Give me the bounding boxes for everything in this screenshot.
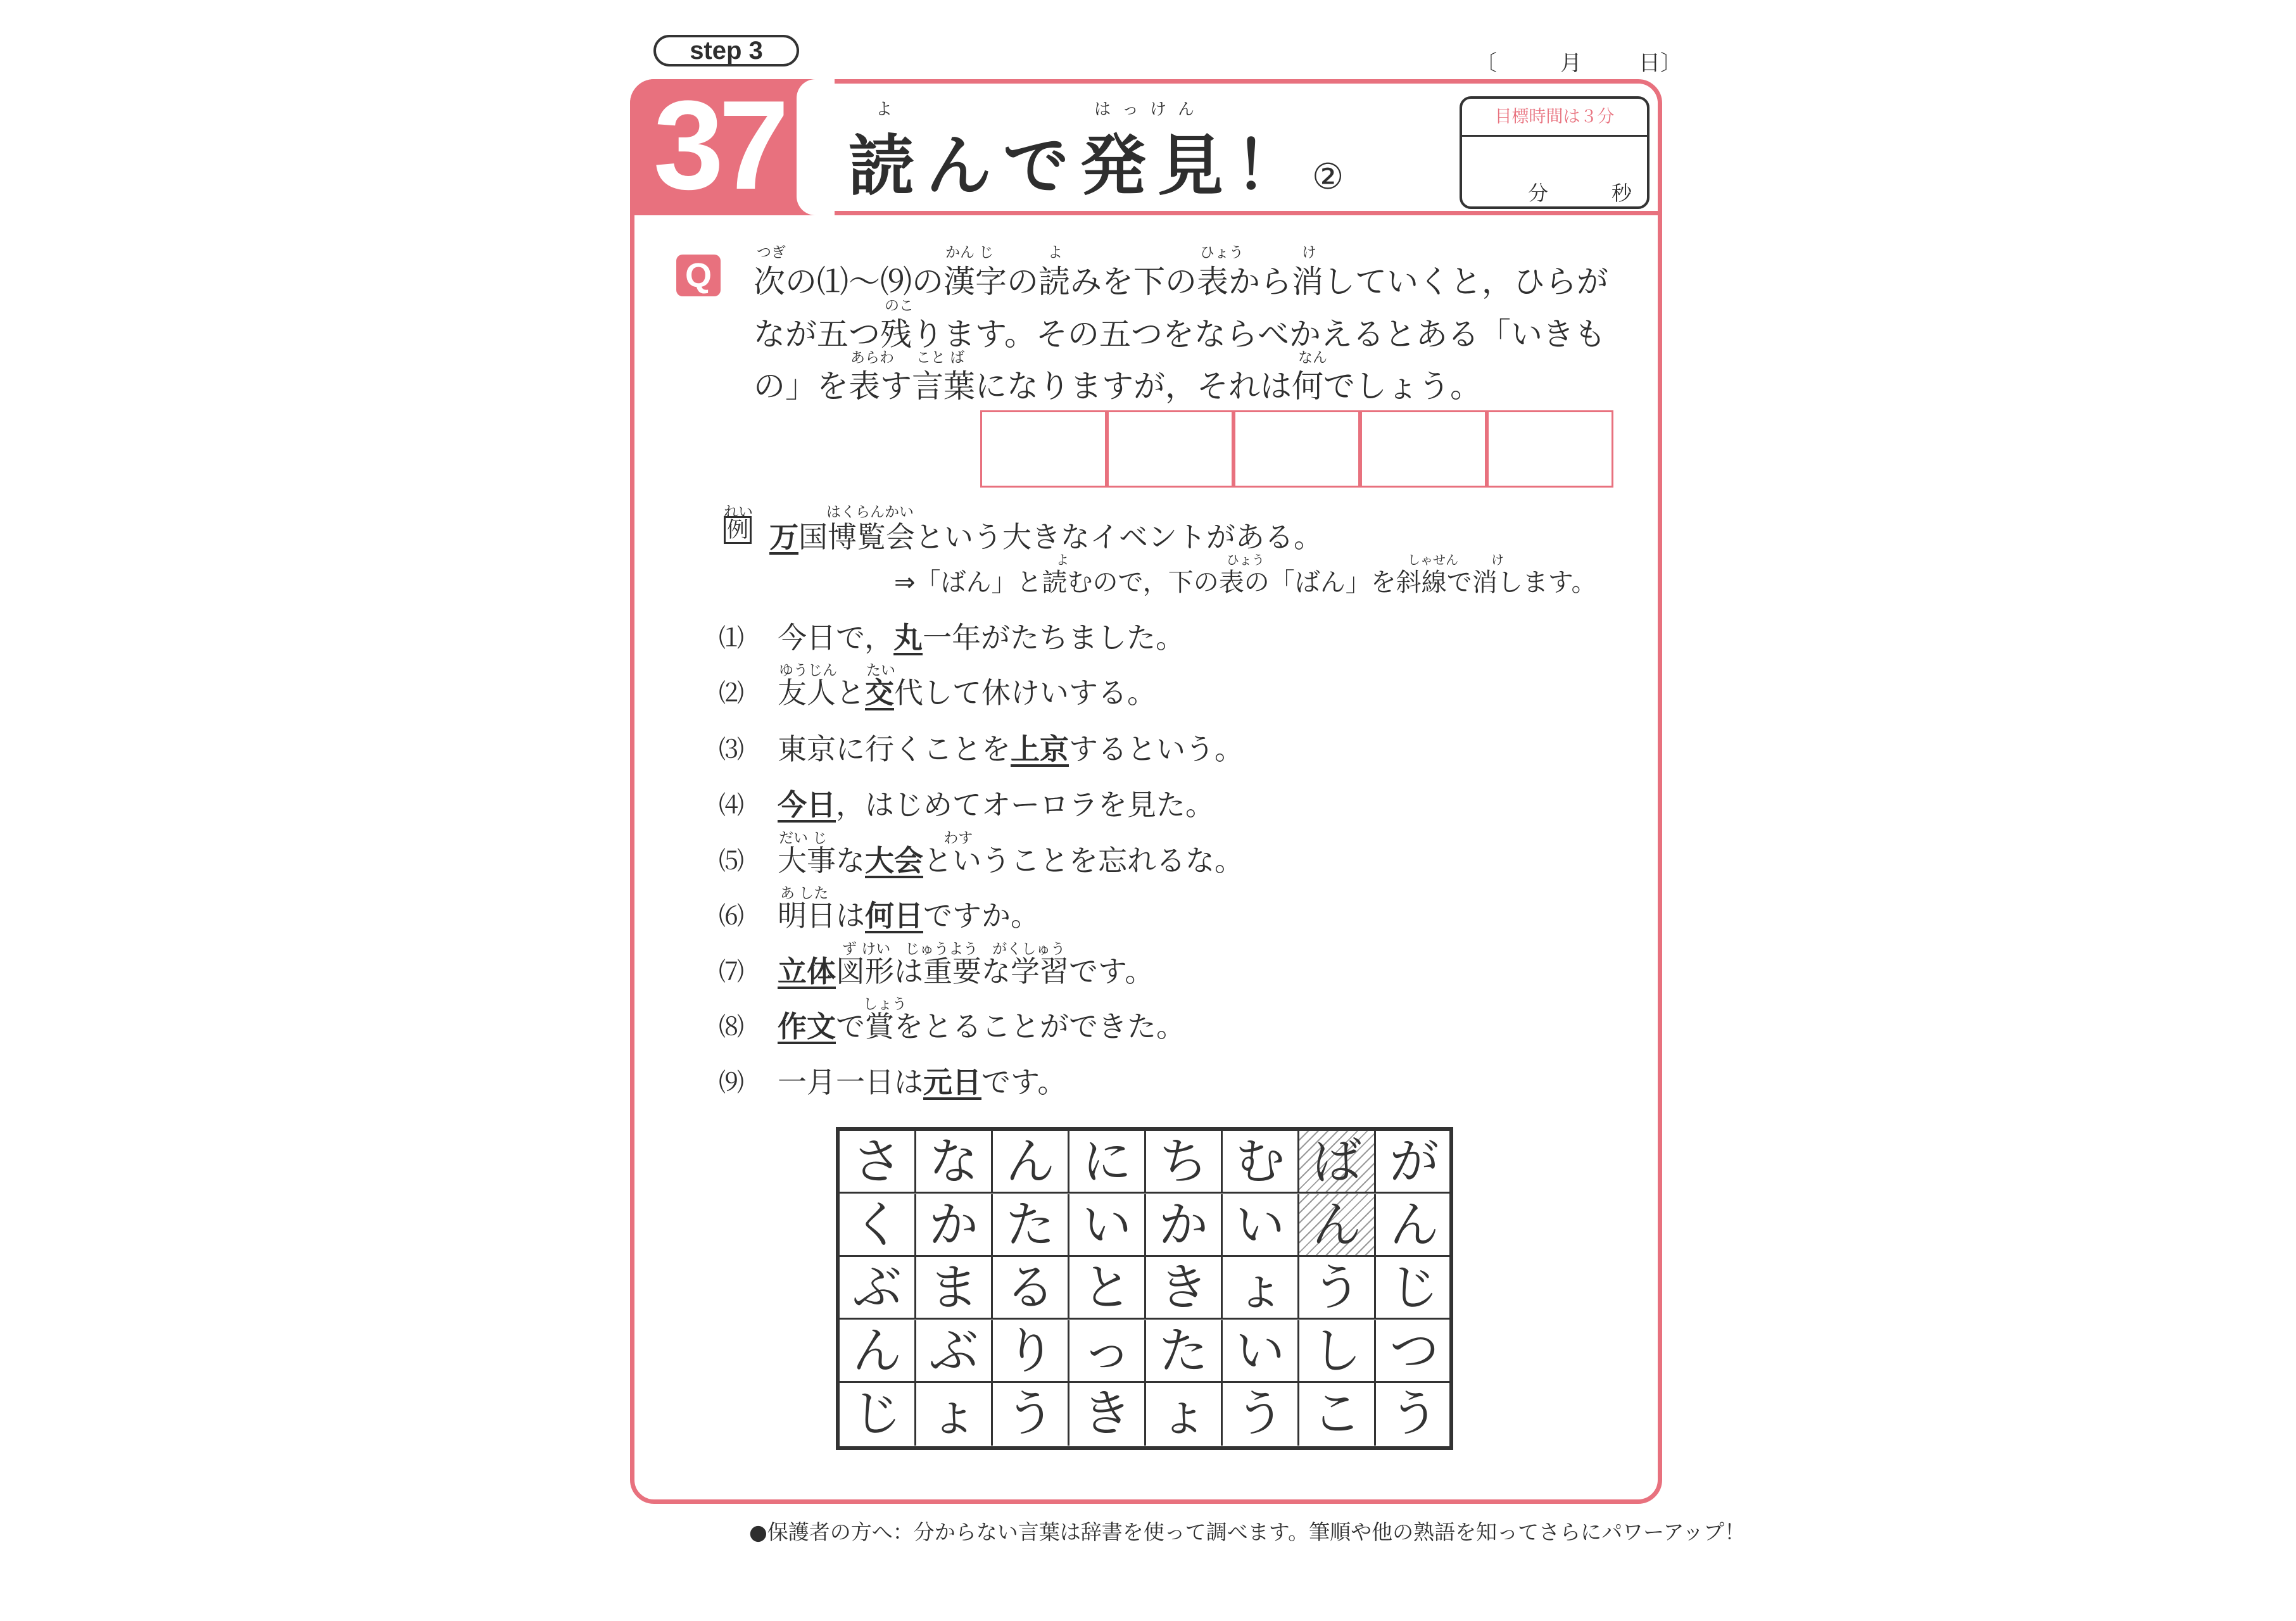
grid-cell[interactable]: ょ <box>1146 1383 1223 1446</box>
item-number-9: ⑼ <box>719 1068 744 1097</box>
item-post: です。 <box>981 1065 1067 1099</box>
item-post: 代して休けいする。 <box>894 676 1156 710</box>
ruby-kotoba: こと ば <box>916 350 965 366</box>
grid-cell[interactable]: な <box>916 1131 993 1194</box>
grid-cell[interactable]: じ <box>1376 1257 1453 1320</box>
date-day-label: 日〕 <box>1639 51 1682 76</box>
grid-cell[interactable]: つ <box>1376 1320 1453 1383</box>
grid-cell[interactable]: う <box>1299 1257 1376 1320</box>
grid-cell[interactable]: ば <box>1299 1131 1376 1194</box>
grid-cell[interactable]: ょ <box>1223 1257 1299 1320</box>
grid-cell[interactable]: い <box>1223 1320 1299 1383</box>
item-pre: 一月一日は <box>778 1065 923 1099</box>
step-badge: step 3 <box>653 35 799 66</box>
item-target-kanji: 元日 <box>923 1065 981 1099</box>
grid-cell[interactable]: か <box>1146 1194 1223 1257</box>
ruby-tsugi: つぎ <box>757 244 786 261</box>
title-panel-notch <box>797 79 835 215</box>
timer-seconds-label: 秒 <box>1612 181 1632 205</box>
grid-cell[interactable]: さ <box>840 1131 916 1194</box>
title-ruby-hakken: はっけん <box>1094 100 1206 119</box>
item-sentence-6 <box>778 893 1040 935</box>
item-ruby-2: ゆうじん たい <box>779 662 895 679</box>
example-sub-ruby-hyou: ひょう <box>1227 552 1265 567</box>
item-post: 一年がたちました。 <box>923 621 1185 655</box>
item-number-2: ⑵ <box>719 679 744 708</box>
answer-box-4[interactable] <box>1360 410 1487 488</box>
item-target-kanji: 作文 <box>778 1009 836 1044</box>
question-line-3: の」を表す言葉になりますが，それは何でしょう。 <box>754 368 1482 405</box>
grid-cell[interactable]: ち <box>1146 1131 1223 1194</box>
ruby-ke: け <box>1302 244 1316 261</box>
item-number-6: ⑹ <box>719 902 744 931</box>
ruby-kanji: かん じ <box>945 244 994 261</box>
grid-cell[interactable]: く <box>840 1194 916 1257</box>
item-ruby-8: しょう <box>863 996 907 1012</box>
item-target-kanji: 大会 <box>865 843 923 878</box>
grid-cell[interactable]: う <box>1389 1385 1439 1443</box>
grid-cell[interactable]: と <box>1069 1257 1146 1320</box>
example-sub-ruby-shasen: しゃせん <box>1408 552 1458 567</box>
item-pre: 友人と <box>778 676 865 710</box>
question-line-1: 次の⑴～⑼の漢字の読みを下の表から消していくと，ひらが <box>754 263 1608 300</box>
grid-cell[interactable]: い <box>1223 1194 1299 1257</box>
item-post: するという。 <box>1069 732 1244 766</box>
item-number-7: ⑺ <box>719 957 744 987</box>
item-sentence-3 <box>778 726 1244 768</box>
grid-cell[interactable]: ま <box>916 1257 993 1320</box>
answer-box-1[interactable] <box>980 410 1107 488</box>
grid-cell[interactable]: に <box>1069 1131 1146 1194</box>
grid-cell[interactable]: か <box>916 1194 993 1257</box>
grid-cell[interactable]: る <box>993 1257 1069 1320</box>
item-pre: 東京に行くことを <box>778 732 1011 766</box>
item-ruby-6: あ した <box>780 885 829 902</box>
grid-cell[interactable]: が <box>1376 1131 1453 1194</box>
ruby-yo: よ <box>1048 244 1063 261</box>
item-pre: 今日で， <box>778 621 894 655</box>
item-sentence-9 <box>778 1059 1066 1101</box>
target-time-label: 目標時間は３分 <box>1460 96 1649 137</box>
answer-box-2[interactable] <box>1107 410 1233 488</box>
grid-cell[interactable]: ょ <box>916 1383 993 1446</box>
example-sub-ruby-yo: よ <box>1056 552 1069 567</box>
grid-cell[interactable]: い <box>1069 1194 1146 1257</box>
ruby-nan: なん <box>1298 350 1327 366</box>
example-rest: 国博覧会という大きなイベントがある。 <box>798 520 1323 554</box>
answer-box-3[interactable] <box>1233 410 1360 488</box>
grid-cell[interactable]: ん <box>993 1131 1069 1194</box>
grid-cell[interactable]: ん <box>1299 1194 1376 1257</box>
page-title <box>848 113 1344 208</box>
item-target-kanji: 立体 <box>778 954 836 988</box>
grid-cell[interactable]: む <box>1223 1131 1299 1194</box>
question-badge: Q <box>676 255 721 296</box>
item-post: ということを忘れるな。 <box>923 843 1244 878</box>
grid-cell[interactable]: ん <box>840 1320 916 1383</box>
ruby-arawa: あらわ <box>850 350 894 366</box>
example-mark: 例 <box>724 516 752 544</box>
item-number-5: ⑸ <box>719 847 744 876</box>
answer-box-5[interactable] <box>1487 410 1613 488</box>
item-number-1: ⑴ <box>719 624 744 653</box>
item-sentence-2 <box>778 670 1156 712</box>
grid-cell[interactable]: ぶ <box>916 1320 993 1383</box>
ruby-hyou: ひょう <box>1200 244 1244 261</box>
date-field <box>1475 46 1682 77</box>
grid-cell[interactable]: ぶ <box>840 1257 916 1320</box>
item-number-8: ⑻ <box>719 1012 744 1042</box>
example-sub-ruby-ke: け <box>1491 552 1504 567</box>
item-post: ，はじめてオーロラを見た。 <box>836 788 1214 822</box>
parent-note: ●保護者の方へ：分からない言葉は辞書を使って調べます。筆順や他の熟語を知ってさらにパワーアップ！ <box>749 1520 1746 1544</box>
item-post: 図形は重要な学習です。 <box>836 954 1154 988</box>
grid-cell[interactable]: う <box>993 1383 1069 1446</box>
title-part-number: ② <box>1312 156 1344 198</box>
grid-cell[interactable]: ん <box>1376 1194 1453 1257</box>
date-open-bracket: 〔 <box>1475 51 1497 76</box>
grid-cell[interactable]: っ <box>1069 1320 1146 1383</box>
item-sentence-4 <box>778 782 1214 824</box>
example-ruby: はくらんかい <box>826 504 914 520</box>
question-line-2: なが五つ残ります。その五つをならべかえるとある「いきも <box>754 316 1606 353</box>
grid-cell[interactable]: た <box>993 1194 1069 1257</box>
date-month-label: 月 <box>1560 51 1582 76</box>
item-ruby-5: だい じ わす <box>779 830 973 847</box>
grid-cell[interactable]: し <box>1299 1320 1376 1383</box>
grid-cell[interactable]: き <box>1069 1383 1146 1446</box>
item-target-kanji: 何日 <box>865 899 923 933</box>
example-mark-ruby: れい <box>724 504 753 520</box>
item-post: で賞をとることができた。 <box>836 1009 1185 1044</box>
grid-cell[interactable]: こ <box>1299 1383 1376 1446</box>
item-target-kanji: 交 <box>865 676 894 710</box>
item-sentence-1 <box>778 615 1185 657</box>
item-sentence-5 <box>778 838 1244 880</box>
item-sentence-7 <box>778 949 1154 990</box>
title-main: 読んで発見！ <box>848 127 1313 205</box>
grid-cell[interactable]: き <box>1146 1257 1223 1320</box>
item-number-3: ⑶ <box>719 735 744 764</box>
ruby-noko: のこ <box>885 298 914 314</box>
item-pre: 明日は <box>778 899 865 933</box>
grid-cell[interactable]: た <box>1146 1320 1223 1383</box>
lesson-number: 37 <box>653 75 785 216</box>
grid-cell[interactable]: う <box>1223 1383 1299 1446</box>
timer-minutes-label: 分 <box>1528 181 1549 205</box>
title-ruby-yo: よ <box>876 100 893 119</box>
grid-cell[interactable]: り <box>993 1320 1069 1383</box>
item-pre: 大事な <box>778 843 865 878</box>
item-sentence-8 <box>778 1004 1185 1045</box>
item-target-kanji: 丸 <box>893 621 923 655</box>
item-number-4: ⑷ <box>719 791 744 820</box>
grid-cell[interactable]: じ <box>840 1383 916 1446</box>
hiragana-grid <box>836 1127 1453 1450</box>
item-target-kanji: 今日 <box>778 788 836 822</box>
item-ruby-7: ず けい じゅうよう がくしゅう <box>842 941 1066 957</box>
example-explanation: ⇒「ばん」と読むので，下の表の「ばん」を斜線で消します。 <box>894 568 1597 597</box>
item-post: ですか。 <box>923 899 1040 933</box>
example-underlined: 万 <box>769 520 798 554</box>
item-target-kanji: 上京 <box>1011 732 1069 766</box>
